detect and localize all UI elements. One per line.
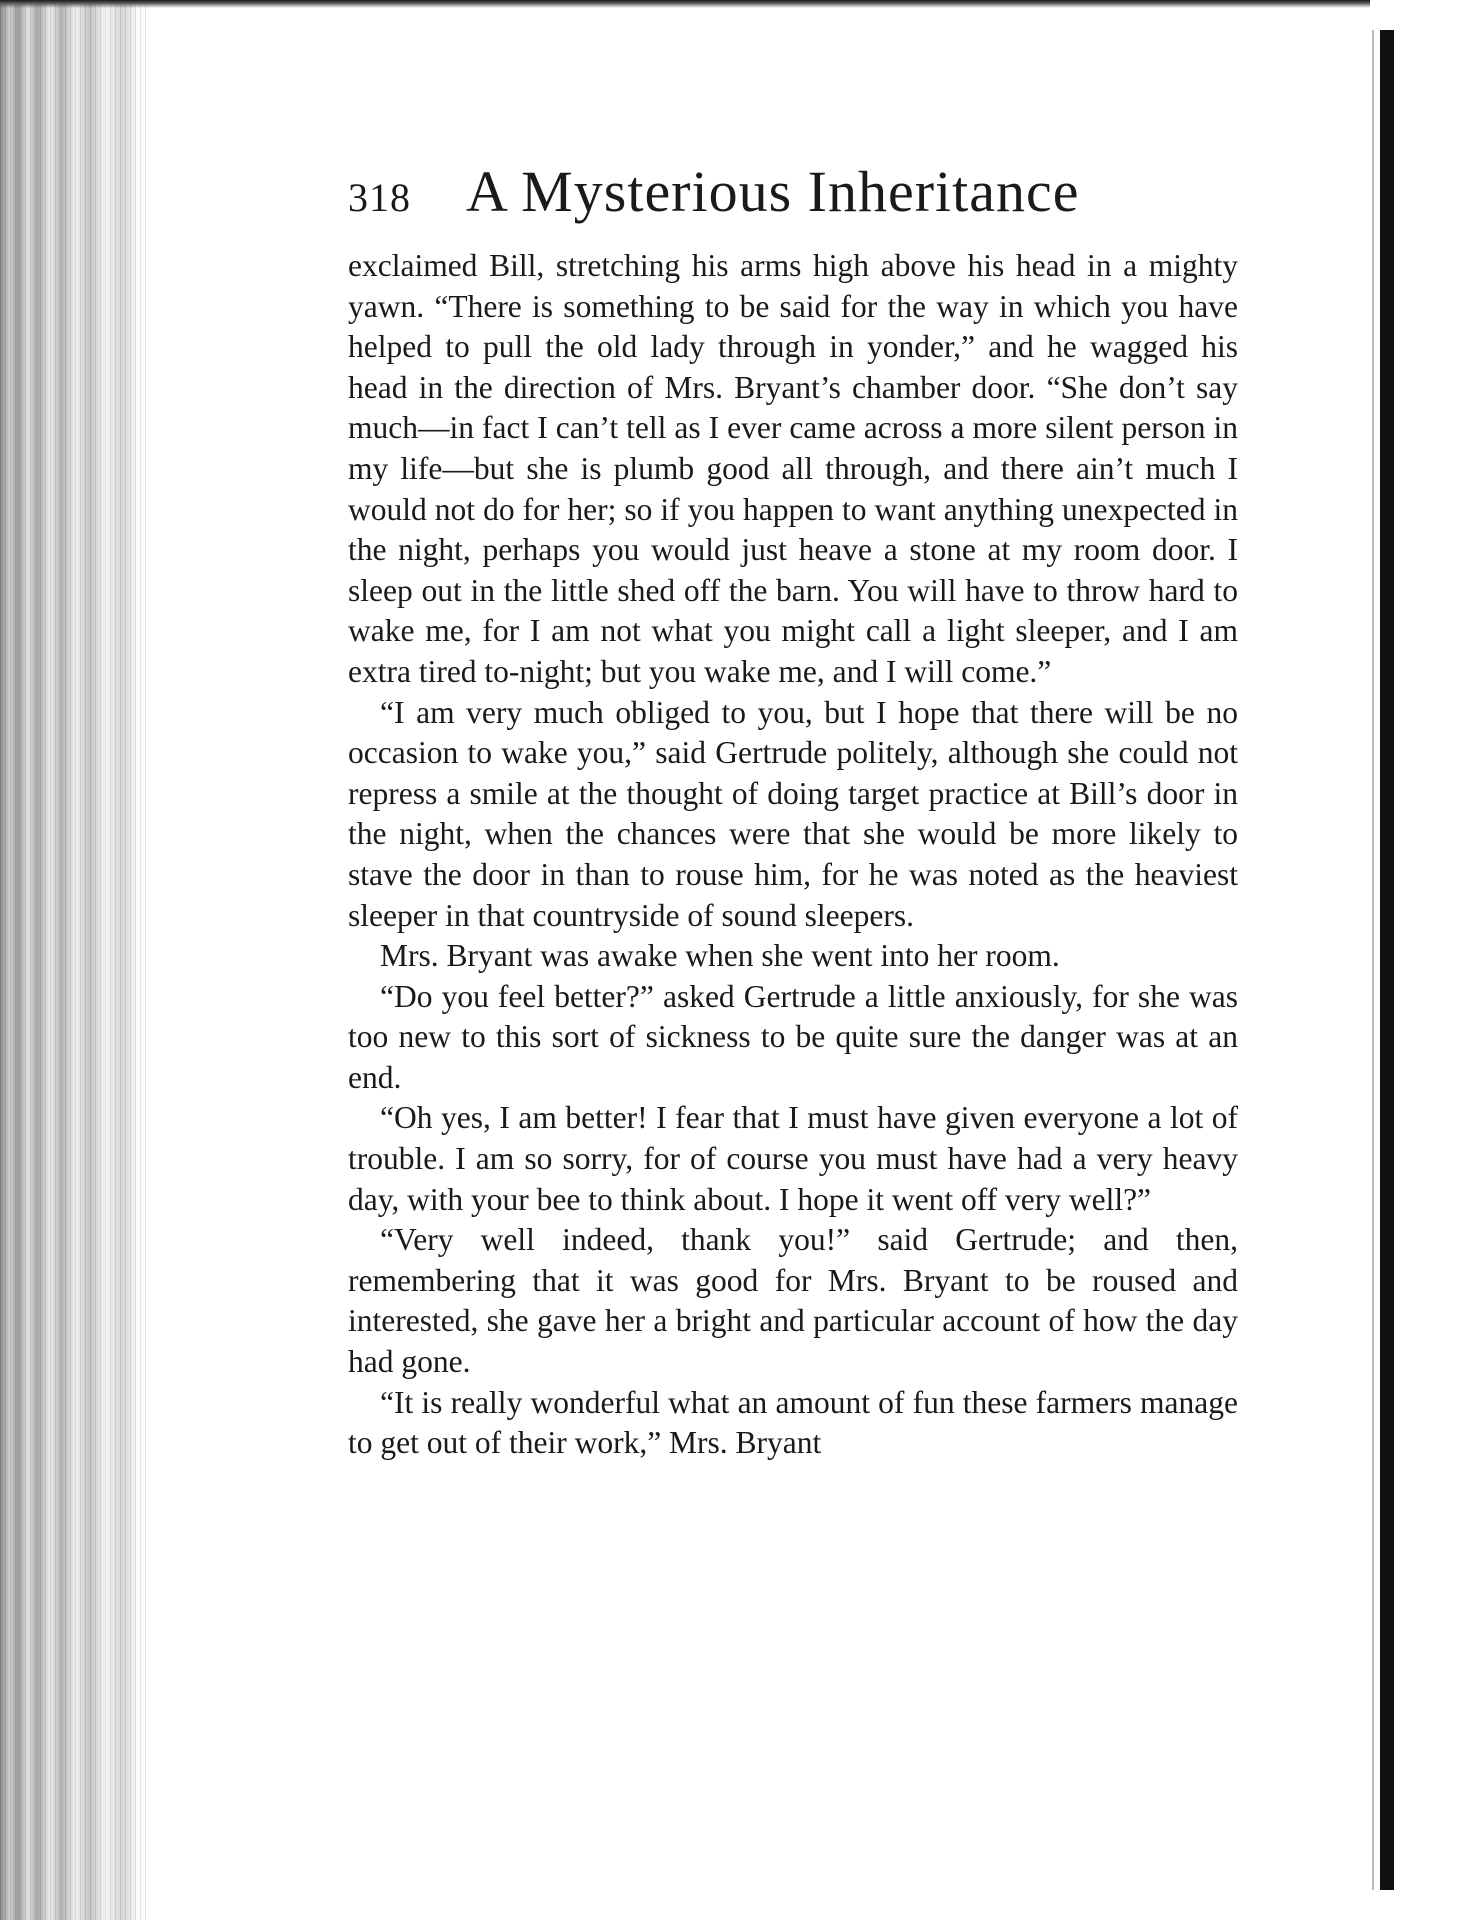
- paragraph-1: exclaimed Bill, stretching his arms high above his head in a mighty yawn. “There is something to be said for the way in which you have helped to pull the old lady through in yonder,” and he wagged his head in the direction of Mrs. Bryant’s chamber door. “She don’t say much—in fact I can’t tell as I ever came across a more silent person in my life—but she is plumb good all through, and there ain’t much I would not do for her; so if you happen to want anything unexpected in the night, perhaps you would just heave a stone at my room door. I sleep out in the little shed off the barn. You will have to throw hard to wake me, for I am not what you might call a light sleeper, and I am extra tired to-night; but you wake me, and I will come.”: [348, 248, 1238, 689]
- running-head: [348, 158, 1238, 238]
- page-number: 318: [348, 175, 411, 220]
- body-text: [348, 246, 1238, 1464]
- paragraph-5: “Oh yes, I am better! I fear that I must have given everyone a lot of trouble. I am so sorry, for of course you must have had a very heavy day, with your bee to think about. I hope it went off very well?”: [348, 1100, 1238, 1217]
- top-edge-shadow: [0, 0, 1464, 8]
- paragraph-7: “It is really wonderful what an amount of fun these farmers manage to get out of their work,” Mrs. Bryant: [348, 1384, 1238, 1461]
- right-edge-bar: [1380, 30, 1394, 1890]
- paragraph-6: “Very well indeed, thank you!” said Gertrude; and then, remembering that it was good for Mrs. Bryant to be roused and interested, she gave her a bright and particular account of how the day had gone.: [348, 1222, 1238, 1380]
- text-block: [348, 158, 1238, 1464]
- running-title: A Mysterious Inheritance: [466, 159, 1080, 224]
- paragraph-4: “Do you feel better?” asked Gertrude a little anxiously, for she was too new to this sort of sickness to be quite sure the danger was at an end.: [348, 978, 1238, 1095]
- right-edge-line: [1372, 30, 1374, 1890]
- page-edges-left: [0, 0, 150, 1920]
- paragraph-2: “I am very much obliged to you, but I hope that there will be no occasion to wake you,” said Gertrude politely, although she could not repress a smile at the thought of doing target practice at Bill’s door in the night, when the chances were that she would be more likely to stave the door in than to rouse him, for he was noted as the heaviest sleeper in that countryside of sound sleepers.: [348, 694, 1238, 933]
- paragraph-3: Mrs. Bryant was awake when she went into her room.: [380, 938, 1060, 974]
